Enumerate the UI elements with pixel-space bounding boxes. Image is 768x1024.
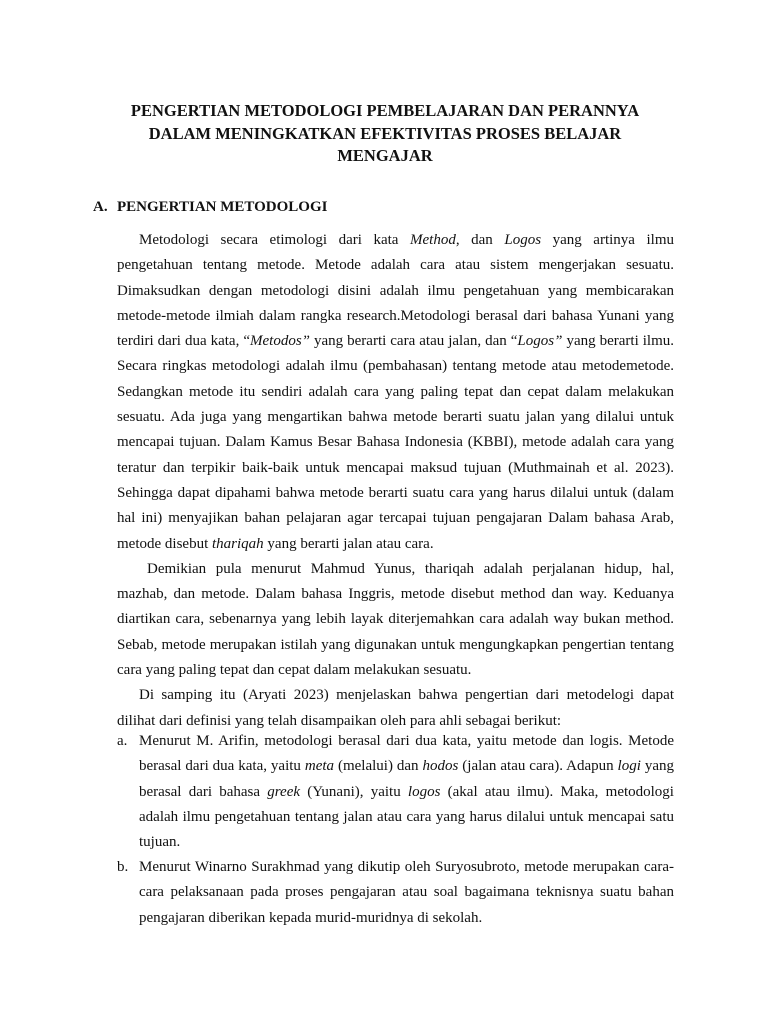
item-a-text-3: (jalan atau cara). Adapun [458,758,618,775]
list-marker-a: a. [117,733,128,749]
section-number: A. [93,199,108,215]
document-title [95,100,675,168]
p1-text-3: yang artinya ilmu pengetahuan tentang metode. Metode adalah cara atau sistem mengerjakan sesuatu. Dimaksudkan dengan metodologi disini adalah ilmu pengetahuan yang membicarakan metode-metode ilmiah dalam rangka research.Metodologi berasal dari bahasa Yunani yang terdiri dari dua kata, “ [117,232,674,350]
p1-term-method: Method [410,232,456,248]
section-heading-text: PENGERTIAN METODOLOGI [117,199,328,215]
p1-text-4: yang berarti cara atau jalan, dan “ [310,333,518,350]
item-a-term-meta: meta [304,758,335,775]
p1-text-2: , dan [455,232,505,248]
p1-term-logos: Logos [504,232,542,248]
title-line-2: DALAM MENINGKATKAN EFEKTIVITAS PROSES BELAJAR [148,123,622,143]
paragraph-1 [117,228,674,557]
item-a-term-greek: greek [267,783,301,800]
p1-term-thariqah: thariqah [211,535,264,552]
title-line-1: PENGERTIAN METODOLOGI PEMBELAJARAN DAN PERANNYA [130,101,640,120]
list-item-a [117,729,674,855]
definition-list [117,729,674,855]
paragraph-2: Demikian pula menurut Mahmud Yunus, thariqah adalah perjalanan hidup, hal, mazhab, dan metode. Dalam bahasa Inggris, metode disebut method dan way. Keduanya diartikan cara, sebenarnya yang lebih layak diterjemahkan cara adalah way bukan method. Sebab, metode merupakan istilah yang digunakan untuk mengungkapkan pengertian tentang cara yang paling tepat dan cepat dalam melakukan sesuatu. [117,560,674,679]
item-a-term-logi: logi [617,758,641,775]
item-b-text: Menurut Winarno Surakhmad yang dikutip oleh Suryosubroto, metode merupakan cara-cara pelaksanaan pada proses pengajaran atau soal bagaimana teknisnya suatu bahan pengajaran diberikan kepada murid-muridnya di sekolah. [139,859,674,926]
p1-term-logos-2: Logos” [517,333,563,350]
p1-term-metodos: Metodos” [250,333,310,350]
p1-text-1: Metodologi secara etimologi dari kata [139,232,411,248]
item-a-term-hodos: hodos [422,758,459,775]
definition-list-continued [117,855,674,931]
body-text [117,228,674,734]
section-heading [93,197,327,217]
item-a-text-5: (Yunani), yaitu [300,783,408,800]
paragraph-3: Di samping itu (Aryati 2023) menjelaskan bahwa pengertian dari metodelogi dapat dilihat dari definisi yang telah disampaikan oleh para ahli sebagai berikut: [117,687,674,729]
p1-text-5: yang berarti ilmu. Secara ringkas metodologi adalah ilmu (pembahasan) tentang metode atau metodemetode. Sedangkan metode itu sendiri adalah cara yang paling tepat dan cepat dalam melakukan sesuatu. Ada juga yang mengartikan bahwa metode berarti suatu jalan yang dilalui untuk mencapai tujuan. Dalam Kamus Besar Bahasa Indonesia (KBBI), metode adalah cara yang teratur dan terpikir baik-baik untuk mencapai maksud tujuan (Muthmainah et al. 2023). Sehingga dapat dipahami bahwa metode berarti suatu cara yang harus dilalui untuk (dalam hal ini) menyajikan bahan pelajaran agar tercapai tujuan pengajaran Dalam bahasa Arab, metode disebut [117,333,674,552]
item-a-text-6: (akal atau ilmu). Maka, metodologi adalah ilmu pengetahuan tentang jalan atau cara yang harus dilalui untuk mencapai satu tujuan. [139,783,674,851]
list-marker-b: b. [117,859,129,875]
title-line-3: MENGAJAR [337,146,433,165]
list-item-b [117,855,674,931]
item-a-text-4: yang berasal dari bahasa [139,758,674,800]
p1-text-6: yang berarti jalan atau cara. [263,535,434,552]
item-a-term-logos: logos [407,783,441,800]
item-a-text-1: Menurut M. Arifin, metodologi berasal dari dua kata, yaitu metode dan logis. Metode berasal dari dua kata, yaitu [139,733,674,775]
item-a-text-2: (melalui) dan [334,758,423,775]
